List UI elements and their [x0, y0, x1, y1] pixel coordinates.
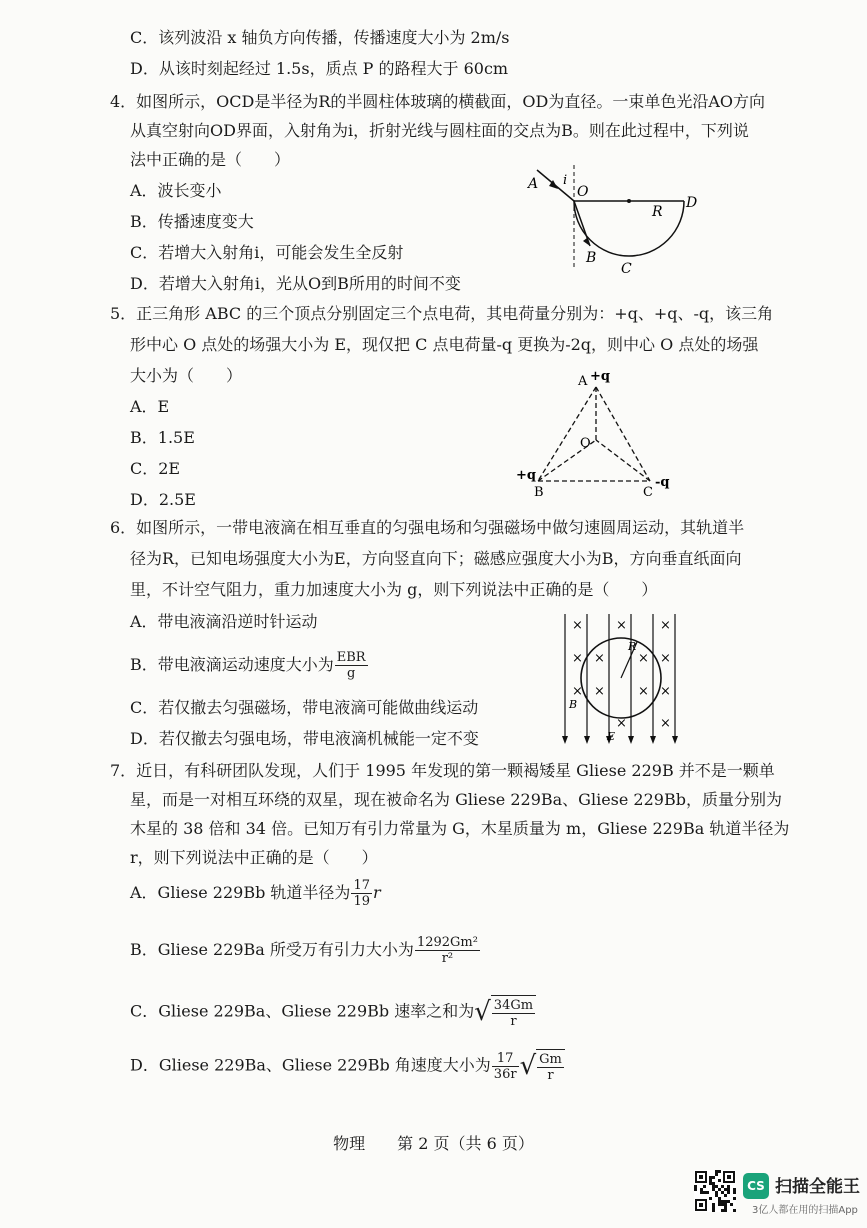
- fig5-label-c: C: [643, 485, 653, 500]
- q7-option-d-text: D．Gliese 229Ba、Gliese 229Bb 角速度大小为: [130, 1055, 491, 1075]
- q6-stem-3: 里，不计空气阻力，重力加速度大小为 g，则下列说法中正确的是（ ）: [130, 580, 658, 599]
- brand-tagline: 3亿人都在用的扫描App: [752, 1205, 858, 1216]
- brand-name: 扫描全能王: [775, 1177, 860, 1197]
- qr-module: [727, 1185, 730, 1188]
- fraction-numerator: Gm: [539, 1052, 562, 1067]
- q7-option-a-var: r: [372, 883, 381, 902]
- fraction-numerator: 34Gm: [493, 998, 534, 1013]
- qr-module: [718, 1179, 721, 1182]
- fig6-label-b: B: [569, 698, 578, 711]
- qr-module: [727, 1175, 731, 1179]
- fig4-label-i: i: [563, 173, 568, 188]
- fig5-label-b: B: [534, 485, 544, 500]
- fig4-label-r: R: [652, 204, 663, 220]
- fraction-denominator: 36r: [493, 1066, 517, 1082]
- q3-option-d: D．从该时刻起经过 1.5s，质点 P 的路程大于 60cm: [130, 59, 509, 78]
- qr-module: [699, 1175, 703, 1179]
- qr-module: [694, 1185, 697, 1188]
- qr-code-icon: [694, 1170, 736, 1212]
- q7-option-a-fraction: [351, 878, 372, 909]
- q6-stem-1: 6．如图所示，一带电液滴在相互垂直的匀强电场和匀强磁场中做匀速圆周运动，其轨道半: [110, 518, 745, 537]
- fraction-numerator: 17: [492, 1051, 519, 1067]
- fig5-label-a: A: [578, 374, 588, 389]
- q5-figure: [510, 365, 685, 500]
- qr-module: [712, 1209, 715, 1212]
- magnetic-field-cross-icon: ×: [594, 651, 605, 666]
- qr-module: [709, 1197, 712, 1200]
- fig5-charge-a: +q: [590, 369, 610, 384]
- fig6-label-e: E: [607, 730, 616, 743]
- field-arrow-icon: [672, 736, 678, 744]
- magnetic-field-cross-icon: ×: [638, 651, 649, 666]
- q7-option-c-text: C．Gliese 229Ba、Gliese 229Bb 速率之和为: [130, 1001, 475, 1021]
- magnetic-field-cross-icon: ×: [616, 618, 627, 633]
- qr-module: [718, 1170, 721, 1173]
- qr-module: [724, 1206, 727, 1209]
- qr-module: [727, 1200, 730, 1203]
- q7-stem-2: 星，而是一对相互环绕的双星，现在被命名为 Gliese 229Ba、Gliese 229Bb，质量分别为: [130, 790, 782, 809]
- q5-stem-1: 5．正三角形 ABC 的三个顶点分别固定三个点电荷，其电荷量分别为：+q、+q、-q，该三角: [110, 304, 774, 323]
- q4-option-c: C．若增大入射角i，可能会发生全反射: [130, 243, 404, 262]
- q6-option-b-fraction: [335, 650, 368, 681]
- q5-stem-3: 大小为（ ）: [130, 366, 243, 385]
- magnetic-field-cross-icon: ×: [660, 684, 671, 699]
- fig4-label-c: C: [621, 261, 632, 277]
- qr-module: [718, 1200, 721, 1203]
- fraction-denominator: r²: [441, 951, 454, 966]
- qr-module: [724, 1200, 727, 1203]
- q5-option-d: D．2.5E: [130, 490, 196, 509]
- fig5-label-o: O: [580, 436, 591, 451]
- qr-module: [709, 1179, 712, 1182]
- qr-module: [703, 1191, 706, 1194]
- q7-option-b-fraction: [415, 935, 480, 966]
- qr-module: [733, 1209, 736, 1212]
- field-arrow-icon: [562, 736, 568, 744]
- q4-figure: [520, 160, 720, 280]
- q7-option-d: [130, 1049, 565, 1083]
- qr-module: [727, 1188, 730, 1191]
- q6-stem-2: 径为R，已知电场强度大小为E，方向竖直向下；磁感应强度大小为B，方向垂直纸面向: [130, 549, 742, 568]
- q7-option-a-text: A．Gliese 229Bb 轨道半径为: [130, 883, 351, 902]
- qr-module: [718, 1197, 721, 1200]
- qr-module: [718, 1188, 721, 1191]
- field-arrow-icon: [650, 736, 656, 744]
- q4-option-a: A．波长变小: [130, 181, 222, 200]
- magnetic-field-cross-icon: ×: [660, 618, 671, 633]
- qr-module: [721, 1203, 724, 1206]
- qr-module: [694, 1188, 697, 1191]
- q4-stem-1: 4．如图所示，OCD是半径为R的半圆柱体玻璃的横截面，OD为直径。一束单色光沿AO方向: [110, 92, 766, 111]
- q6-option-d: D．若仅撤去匀强电场，带电液滴机械能一定不变: [130, 729, 479, 748]
- magnetic-field-cross-icon: ×: [660, 716, 671, 731]
- q4-stem-3: 法中正确的是（ ）: [130, 150, 291, 169]
- q5-stem-2: 形中心 O 点处的场强大小为 E，现仅把 C 点电荷量-q 更换为-2q，则中心 O 点处的场强: [130, 335, 759, 354]
- q4-option-b: B．传播速度变大: [130, 212, 254, 231]
- q6-figure: [555, 612, 690, 747]
- q5-option-a: A．E: [130, 397, 170, 416]
- sqrt-symbol: √ $\frac{Gm}{r}$: [520, 1049, 565, 1083]
- field-arrow-icon: [628, 736, 634, 744]
- fraction-denominator: 19: [353, 894, 370, 909]
- qr-module: [733, 1191, 736, 1194]
- q6-option-c: C．若仅撤去匀强磁场，带电液滴可能做曲线运动: [130, 698, 479, 717]
- q5-option-c: C．2E: [130, 459, 181, 478]
- qr-module: [721, 1191, 724, 1194]
- qr-module: [721, 1200, 724, 1203]
- fig4-label-b: B: [586, 250, 597, 266]
- qr-module: [715, 1185, 718, 1188]
- q7-option-b: [130, 935, 481, 966]
- q7-stem-3: 木星的 38 倍和 34 倍。已知万有引力常量为 G，木星质量为 m，Gliese 229Ba 轨道半径为: [130, 819, 790, 838]
- qr-module: [715, 1170, 718, 1173]
- qr-module: [709, 1176, 712, 1179]
- q7-option-a: [130, 878, 381, 909]
- field-arrow-icon: [584, 736, 590, 744]
- q5-option-b: B．1.5E: [130, 428, 195, 447]
- magnetic-field-cross-icon: ×: [660, 651, 671, 666]
- sqrt-symbol: √ $\frac{34Gm}{r}$: [474, 995, 536, 1029]
- qr-module: [712, 1176, 715, 1179]
- qr-module: [733, 1188, 736, 1191]
- qr-module: [712, 1203, 715, 1206]
- qr-module: [712, 1206, 715, 1209]
- magnetic-field-cross-icon: ×: [594, 684, 605, 699]
- fraction-denominator: g: [347, 666, 356, 681]
- qr-module: [724, 1209, 727, 1212]
- q4-stem-2: 从真空射向OD界面，入射角为i，折射光线与圆柱面的交点为B。则在此过程中，下列说: [130, 121, 749, 140]
- qr-module: [712, 1188, 715, 1191]
- page-footer: 物理 第 2 页（共 6 页）: [333, 1134, 534, 1153]
- qr-module: [730, 1203, 733, 1206]
- magnetic-field-cross-icon: ×: [572, 618, 583, 633]
- qr-module: [715, 1191, 718, 1194]
- qr-module: [709, 1182, 712, 1185]
- magnetic-field-cross-icon: ×: [572, 651, 583, 666]
- q7-stem-4: r，则下列说法中正确的是（ ）: [130, 848, 378, 867]
- magnetic-field-cross-icon: ×: [616, 716, 627, 731]
- q3-option-c: C．该列波沿 x 轴负方向传播，传播速度大小为 2m/s: [130, 28, 510, 47]
- q4-option-d: D．若增大入射角i，光从O到B所用的时间不变: [130, 274, 461, 293]
- fraction-numerator: 1292Gm²: [416, 935, 478, 950]
- qr-module: [721, 1209, 724, 1212]
- fig4-label-a: A: [528, 176, 539, 192]
- qr-module: [706, 1191, 709, 1194]
- q7-option-b-text: B．Gliese 229Ba 所受万有引力大小为: [130, 940, 414, 959]
- qr-module: [715, 1173, 718, 1176]
- fig6-label-r: R: [628, 640, 637, 653]
- magnetic-field-cross-icon: ×: [638, 684, 649, 699]
- qr-module: [712, 1182, 715, 1185]
- qr-module: [724, 1188, 727, 1191]
- camscanner-logo-icon: CS: [743, 1173, 769, 1199]
- qr-module: [715, 1194, 718, 1197]
- qr-module: [718, 1203, 721, 1206]
- fig5-charge-b: +q: [516, 468, 536, 483]
- q7-option-c: [130, 995, 536, 1029]
- q6-option-b: [130, 650, 369, 681]
- qr-module: [727, 1191, 730, 1194]
- qr-module: [700, 1188, 703, 1191]
- qr-module: [712, 1185, 715, 1188]
- qr-module: [700, 1191, 703, 1194]
- fraction-numerator: 17: [353, 878, 370, 893]
- q7-stem-1: 7．近日，有科研团队发现，人们于 1995 年发现的第一颗褐矮星 Gliese 229B 并不是一颗单: [110, 761, 775, 780]
- qr-module: [733, 1197, 736, 1200]
- q6-option-b-text: B．带电液滴运动速度大小为: [130, 655, 334, 674]
- magnetic-field-cross-icon: ×: [572, 684, 583, 699]
- fig5-charge-c: -q: [655, 475, 670, 490]
- q7-option-d-fraction: [492, 1051, 519, 1082]
- fraction-denominator: r: [547, 1068, 554, 1083]
- qr-module: [721, 1185, 724, 1188]
- qr-module: [703, 1185, 706, 1188]
- fig4-label-o: O: [577, 184, 589, 200]
- qr-module: [699, 1203, 703, 1207]
- fraction-numerator: EBR: [336, 650, 366, 665]
- qr-module: [724, 1203, 727, 1206]
- fig4-label-d: D: [686, 195, 698, 211]
- q6-option-a: A．带电液滴沿逆时针运动: [130, 612, 318, 631]
- fraction-denominator: r: [510, 1014, 517, 1029]
- qr-module: [724, 1194, 727, 1197]
